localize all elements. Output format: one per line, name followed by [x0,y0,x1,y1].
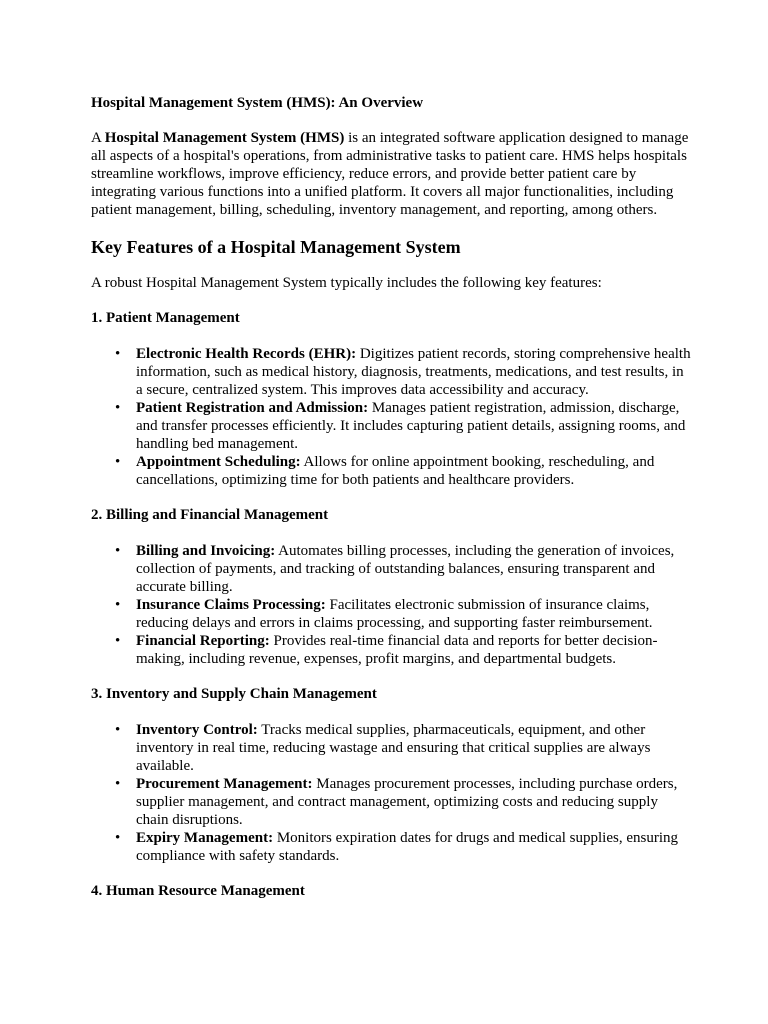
list-item [136,775,691,829]
list-item-term: Insurance Claims Processing: [136,597,326,613]
intro-paragraph [91,129,691,219]
list-item [136,721,691,775]
inventory-list [91,721,691,865]
list-item-term: Appointment Scheduling: [136,454,301,470]
list-item-text: Digitizes patient records, storing comprehensive health information, such as medical history, diagnosis, treatments, medications, and test results, in a secure, centralized system. This improves data accessibility and accuracy. [136,346,691,398]
features-intro: A robust Hospital Management System typically includes the following key features: [91,275,602,291]
section-heading-inventory: 3. Inventory and Supply Chain Management [91,686,377,702]
list-item-text: Monitors expiration dates for drugs and medical supplies, ensuring compliance with safety standards. [136,830,678,864]
document-title: Hospital Management System (HMS): An Overview [91,95,424,111]
list-item-term: Inventory Control: [136,722,258,738]
list-item-term: Expiry Management: [136,830,274,846]
list-item-text: Manages patient registration, admission, discharge, and transfer processes efficiently. It includes capturing patient details, assigning rooms, and handling bed management. [136,400,686,452]
document-page [91,94,691,918]
intro-bold-term: Hospital Management System (HMS) [104,130,345,146]
list-item [136,632,691,668]
list-item-text: Tracks medical supplies, pharmaceuticals, equipment, and other inventory in real time, reducing wastage and ensuring that critical supplies are always available. [136,722,651,774]
section-heading-patient-management: 1. Patient Management [91,310,240,326]
list-item [136,829,691,865]
list-item [136,542,691,596]
list-item-text: Manages procurement processes, including purchase orders, supplier management, and contract management, optimizing costs and reducing supply chain disruptions. [136,776,678,828]
intro-prefix: A [91,130,105,146]
section-heading-human-resource: 4. Human Resource Management [91,883,305,899]
list-item-text: Facilitates electronic submission of insurance claims, reducing delays and errors in claims processing, and supporting faster reimbursement. [136,597,653,631]
list-item-term: Billing and Invoicing: [136,543,276,559]
list-item [136,345,691,399]
list-item-term: Financial Reporting: [136,633,270,649]
list-item-text: Allows for online appointment booking, rescheduling, and cancellations, optimizing time for both patients and healthcare providers. [136,454,655,488]
list-item [136,399,691,453]
list-item [136,596,691,632]
list-item-text: Automates billing processes, including the generation of invoices, collection of payments, and tracking of outstanding balances, ensuring transparent and accurate billing. [136,543,675,595]
list-item-term: Procurement Management: [136,776,313,792]
billing-list [91,542,691,668]
patient-management-list [91,345,691,489]
intro-text: is an integrated software application designed to manage all aspects of a hospital's operations, from administrative tasks to patient care. HMS helps hospitals streamline workflows, improve efficiency, reduce errors, and provide better patient care by integrating various functions into a unified platform. It covers all major functionalities, including patient management, billing, scheduling, inventory management, and reporting, among others. [91,130,689,218]
list-item-text: Provides real-time financial data and reports for better decision-making, including revenue, expenses, profit margins, and departmental budgets. [136,633,658,667]
features-heading: Key Features of a Hospital Management System [91,237,461,257]
list-item-term: Patient Registration and Admission: [136,400,369,416]
section-heading-billing: 2. Billing and Financial Management [91,507,329,523]
list-item [136,453,691,489]
list-item-term: Electronic Health Records (EHR): [136,346,357,362]
